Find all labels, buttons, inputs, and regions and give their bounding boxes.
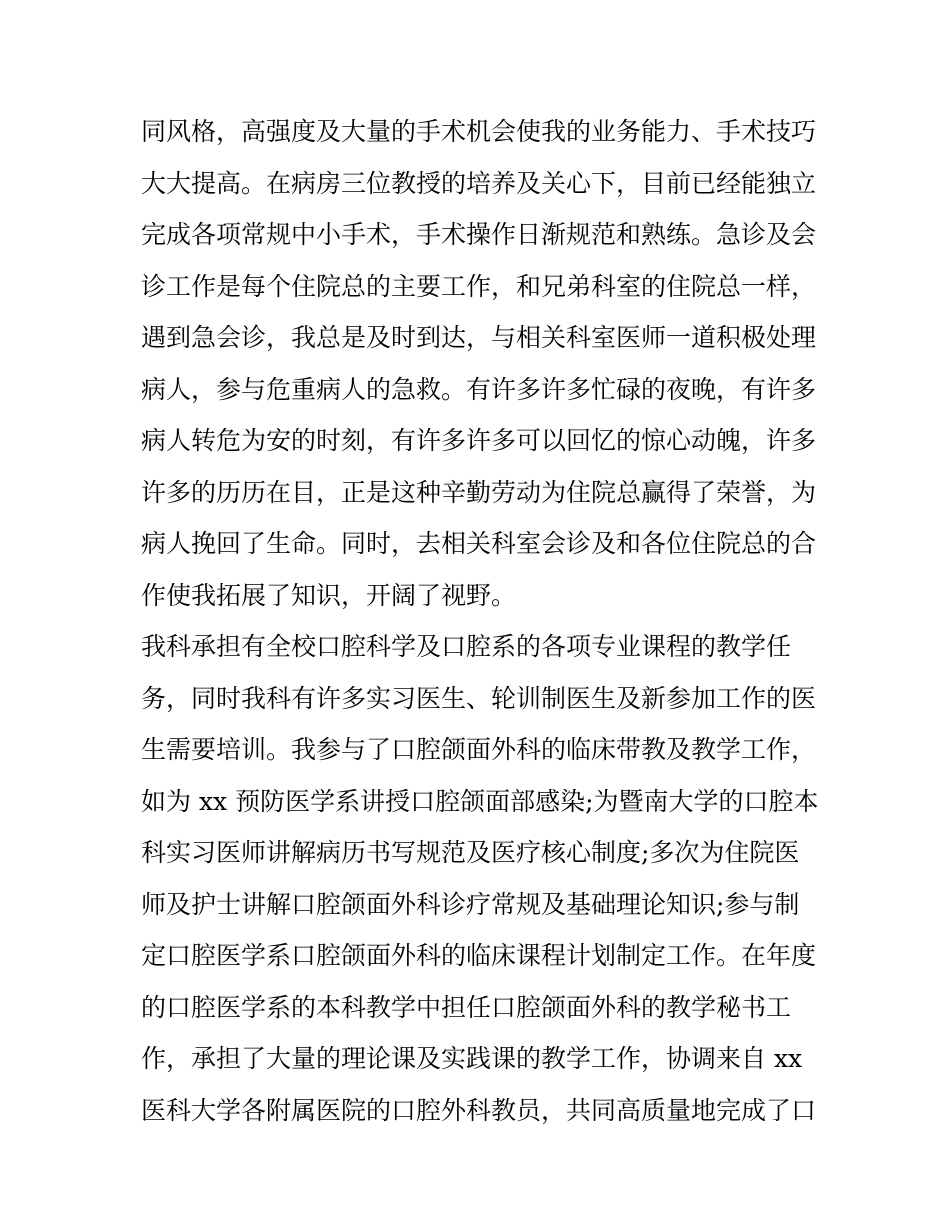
- text-line: 我科承担有全校口腔科学及口腔系的各项专业课程的教学任: [141, 632, 792, 661]
- text-line: 师及护士讲解口腔颌面外科诊疗常规及基础理论知识;参与制: [141, 889, 800, 919]
- text-line: 完成各项常规中小手术，手术操作日渐规范和熟练。急诊及会: [141, 220, 817, 249]
- text-line: 作使我拓展了知识，开阔了视野。: [141, 580, 517, 610]
- text-line: 生需要培训。我参与了口腔颌面外科的临床带教及教学工作，: [141, 735, 817, 764]
- text-line: 大大提高。在病房三位教授的培养及关心下，目前已经能独立: [141, 168, 817, 198]
- text-line: 科实习医师讲解病历书写规范及医疗核心制度;多次为住院医: [141, 838, 800, 867]
- text-line: 病人，参与危重病人的急救。有许多许多忙碌的夜晚，有许多: [141, 374, 817, 404]
- text-line: 同风格，高强度及大量的手术机会使我的业务能力、手术技巧: [141, 117, 817, 146]
- text-line: 的口腔医学系的本科教学中担任口腔颌面外科的教学秘书工: [141, 992, 792, 1022]
- text-line: 务，同时我科有许多实习医生、轮训制医生及新参加工作的医: [141, 683, 817, 713]
- text-line: 许多的历历在目，正是这种辛勤劳动为住院总赢得了荣誉，为: [141, 477, 817, 507]
- paragraph-2: [141, 621, 821, 1136]
- text-line: 作，承担了大量的理论课及实践课的教学工作，协调来自 xx: [141, 1044, 803, 1073]
- text-line: 遇到急会诊，我总是及时到达，与相关科室医师一道积极处理: [141, 323, 817, 352]
- text-line: 如为 xx 预防医学系讲授口腔颌面部感染;为暨南大学的口腔本: [141, 786, 819, 816]
- text-line: 诊工作是每个住院总的主要工作，和兄弟科室的住院总一样，: [141, 271, 817, 301]
- text-line: 医科大学各附属医院的口腔外科教员，共同高质量地完成了口: [141, 1095, 817, 1125]
- text-line: 病人转危为安的时刻，有许多许多可以回忆的惊心动魄，许多: [141, 426, 817, 455]
- paragraph-1: [141, 106, 821, 621]
- text-line: 病人挽回了生命。同时，去相关科室会诊及和各位住院总的合: [141, 529, 817, 558]
- text-line: 定口腔医学系口腔颌面外科的临床课程计划制定工作。在年度: [141, 941, 817, 970]
- document-body: [141, 106, 821, 1136]
